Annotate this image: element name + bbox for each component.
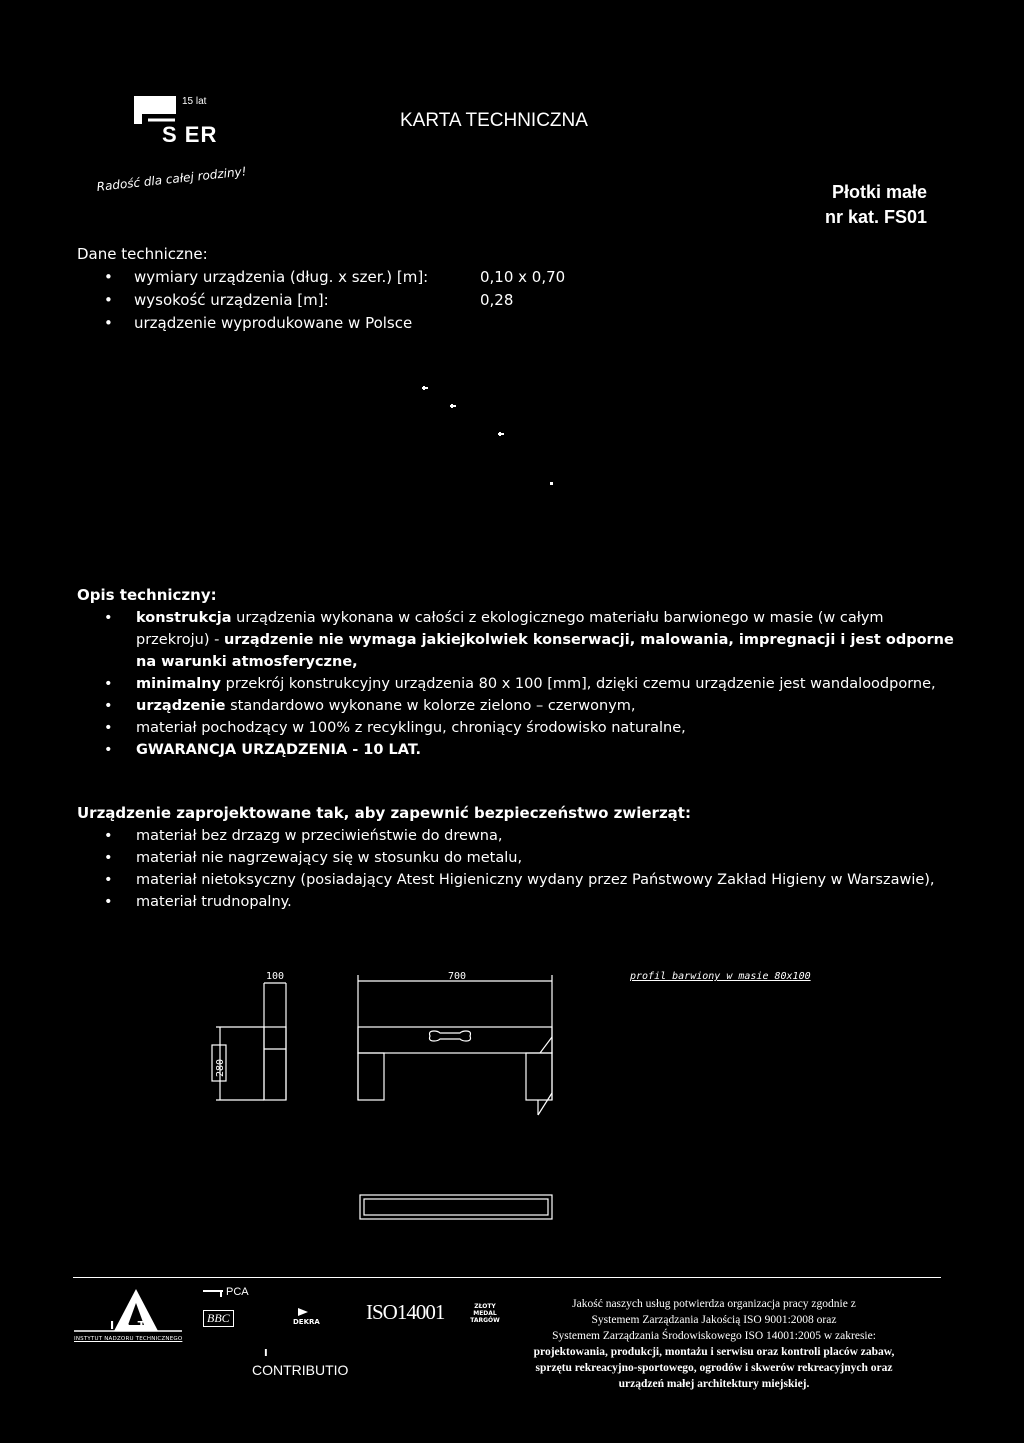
safety-heading: Urządzenie zaprojektowane tak, aby zapewnić bezpieczeństwo zwierząt: <box>77 804 691 822</box>
dim-width-label: 100 <box>266 971 285 982</box>
list-item <box>96 312 616 335</box>
dekra-arrow-icon <box>296 1306 310 1318</box>
description-heading: Opis techniczny: <box>77 586 217 604</box>
technical-drawing <box>190 965 830 1225</box>
item-text: przekrój konstrukcyjny urządzenia 80 x 100 [mm], dzięki czemu urządzenie jest wandaloodporne, <box>221 676 936 692</box>
item-bold: GWARANCJA URZĄDZENIA - 10 LAT. <box>136 742 422 758</box>
item-text: standardowo wykonane w kolorze zielono – czerwonym, <box>225 698 636 714</box>
list-item <box>96 717 956 739</box>
list-item <box>96 739 956 761</box>
cert-line: projektowania, produkcji, montażu i serwisu oraz kontroli placów zabaw, <box>533 1346 895 1358</box>
list-item <box>96 266 616 289</box>
list-item <box>96 607 956 673</box>
profile-note: profil barwiony w masie 80x100 <box>630 971 811 982</box>
footer-divider <box>73 1277 941 1278</box>
tagline: Radość dla całej rodziny! <box>96 164 248 194</box>
list-item: • materiał bez drzazg w przeciwieństwie do drewna, <box>96 825 956 847</box>
catalog-number: nr kat. FS01 <box>824 207 927 227</box>
item-text: urządzenia wykonana w całości z ekologicznego materiału barwionego w masie (w całym przekroju) - <box>136 610 884 648</box>
dim-height-label: 280 <box>215 1058 226 1077</box>
product-block <box>825 180 927 230</box>
product-name: Płotki małe <box>831 182 927 202</box>
item-bold: urządzenie <box>136 698 226 714</box>
certification-text <box>494 1296 934 1392</box>
iso-logo: ISO14001 <box>366 1300 445 1324</box>
cert-line: sprzętu rekreacyjno-sportowego, ogrodów i skwerów rekreacyjnych oraz <box>535 1362 893 1374</box>
pca-mark <box>203 1288 223 1298</box>
int-letters: I n T <box>110 1319 148 1332</box>
list-item <box>96 695 956 717</box>
description-list <box>96 607 956 761</box>
tech-data-list <box>96 266 616 335</box>
int-caption: INSTYTUT NADZORU TECHNICZNEGO <box>74 1336 183 1342</box>
logo-text: S ER <box>162 122 218 147</box>
page-title: KARTA TECHNICZNA <box>400 110 588 131</box>
spec-label: urządzenie wyprodukowane w Polsce <box>134 314 413 332</box>
item-bold-2: urządzenie nie wymaga jakiejkolwiek konserwacji, malowania, impregnacji i jest odporne na warunki atmosferyczne, <box>136 632 954 670</box>
cert-line: Systemem Zarządzania Środowiskowego ISO 14001:2005 w zakresie: <box>552 1330 876 1342</box>
list-item <box>96 673 956 695</box>
spec-label: wysokość urządzenia [m]: <box>134 291 329 309</box>
scan-artifacts <box>420 380 620 490</box>
tech-data-heading: Dane techniczne: <box>77 245 208 263</box>
pca-logo: PCA <box>226 1286 249 1298</box>
spec-value: 0,10 x 0,70 <box>480 268 566 286</box>
contributio-logo: CONTRIBUTIO <box>252 1362 349 1378</box>
gold-medal-logo: ZŁOTY MEDAL TARGÓW <box>470 1303 500 1324</box>
front-view <box>358 975 552 1115</box>
item-text: materiał pochodzący w 100% z recyklingu, chroniący środowisko naturalne, <box>136 720 686 736</box>
list-item <box>96 289 616 312</box>
cert-line: urządzeń małej architektury miejskiej. <box>618 1378 810 1390</box>
item-bold: konstrukcja <box>136 610 232 626</box>
cert-line: Systemem Zarządzania Jakością ISO 9001:2008 oraz <box>591 1314 837 1326</box>
logo-years: 15 lat <box>182 96 207 107</box>
safety-list <box>96 825 956 913</box>
dekra-logo: DEKRA <box>293 1318 320 1326</box>
spec-value: 0,28 <box>480 291 514 309</box>
spec-label: wymiary urządzenia (dług. x szer.) [m]: <box>134 268 429 286</box>
side-view <box>212 983 286 1100</box>
list-item: • materiał nie nagrzewający się w stosunku do metalu, <box>96 847 956 869</box>
contributio-mark: I <box>264 1348 268 1359</box>
list-item: • materiał trudnopalny. <box>96 891 956 913</box>
dim-length-label: 700 <box>448 971 467 982</box>
cert-line: Jakość naszych usług potwierdza organizacja pracy zgodnie z <box>572 1298 856 1310</box>
bbc-logo: BBC <box>203 1310 234 1327</box>
list-item: • materiał nietoksyczny (posiadający Atest Higieniczny wydany przez Państwowy Zakład Higieny w Warszawie), <box>96 869 956 891</box>
item-bold: minimalny <box>136 676 222 692</box>
